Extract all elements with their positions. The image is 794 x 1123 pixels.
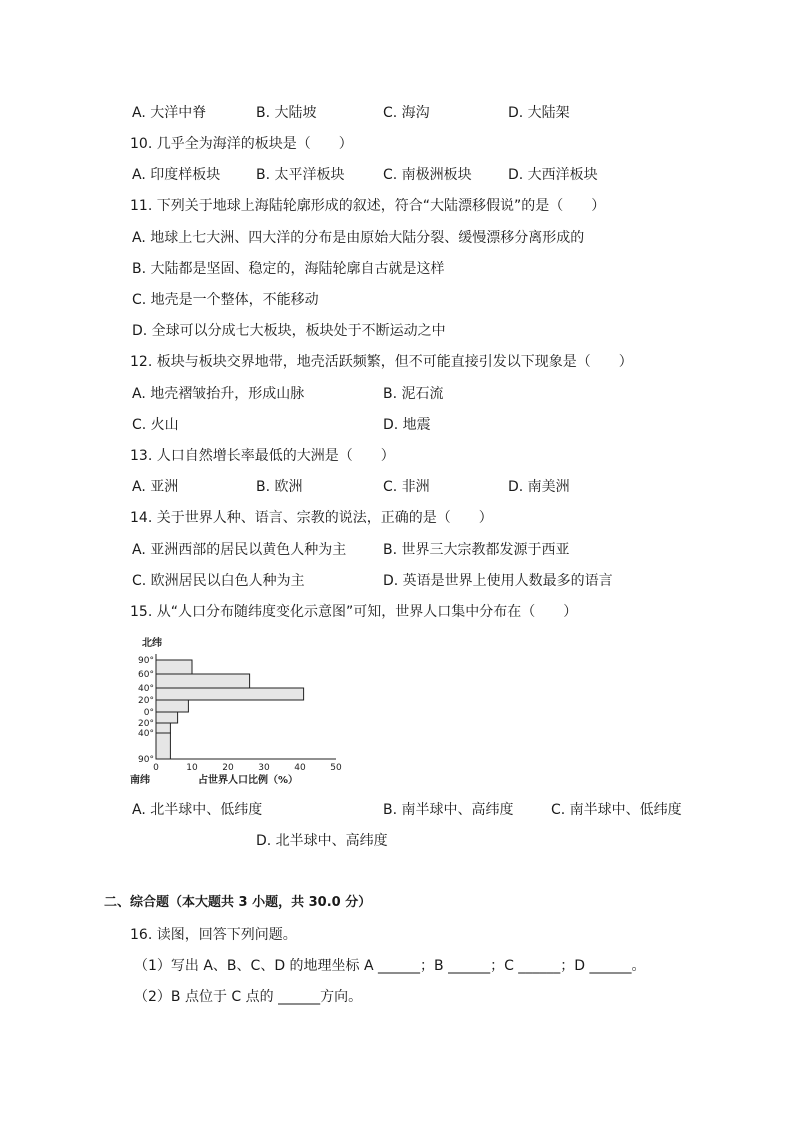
section-2-title: 二、综合题（本大题共 3 小题，共 30.0 分）: [104, 895, 372, 910]
q13-option-b: B. 欧洲: [256, 479, 303, 495]
x-tick-label: 20: [222, 763, 234, 773]
q12-option-a: A. 地壳褶皱抬升，形成山脉: [132, 386, 305, 402]
chart-bar: [156, 712, 178, 723]
q10-option-b: B. 太平洋板块: [256, 167, 345, 183]
q11-option-b: B. 大陆都是坚固、稳定的，海陆轮廓自古就是这样: [132, 261, 445, 277]
q15-option-b: B. 南半球中、高纬度: [383, 802, 514, 818]
q11-option-c: C. 地壳是一个整体，不能移动: [132, 292, 319, 308]
lat-tick-label: 90°: [138, 656, 154, 666]
chart-bottom-label: 南纬: [130, 775, 150, 784]
q12-option-c: C. 火山: [132, 417, 179, 433]
q16-part-2: （2）B 点位于 C 点的 ______方向。: [134, 989, 363, 1005]
q14-option-d: D. 英语是世界上使用人数最多的语言: [383, 573, 613, 589]
q13-stem: 13. 人口自然增长率最低的大洲是（ ）: [130, 448, 395, 464]
q12-option-d: D. 地震: [383, 417, 431, 433]
chart-bar: [156, 674, 250, 688]
q10-stem: 10. 几乎全为海洋的板块是（ ）: [130, 136, 353, 152]
lat-tick-label: 20°: [138, 696, 154, 706]
x-tick-label: 50: [330, 763, 342, 773]
lat-tick-label: 20°: [138, 719, 154, 729]
q15-option-d: D. 北半球中、高纬度: [256, 833, 388, 849]
population-latitude-chart: [128, 632, 348, 784]
q9-option-a: A. 大洋中脊: [132, 105, 207, 121]
q14-option-c: C. 欧洲居民以白色人种为主: [132, 573, 305, 589]
q14-stem: 14. 关于世界人种、语言、宗教的说法，正确的是（ ）: [130, 510, 493, 526]
q11-stem: 11. 下列关于地球上海陆轮廓形成的叙述，符合“大陆漂移假说”的是（ ）: [130, 198, 606, 214]
chart-bar: [156, 700, 188, 712]
lat-tick-label: 40°: [138, 729, 154, 739]
q9-option-d: D. 大陆架: [508, 105, 570, 121]
q15-option-a: A. 北半球中、低纬度: [132, 802, 263, 818]
x-tick-label: 40: [294, 763, 306, 773]
q15-option-c: C. 南半球中、低纬度: [551, 802, 682, 818]
lat-tick-label: 90°: [138, 755, 154, 765]
q11-option-d: D. 全球可以分成七大板块，板块处于不断运动之中: [132, 323, 446, 339]
q14-option-b: B. 世界三大宗教都发源于西亚: [383, 542, 570, 558]
q10-option-a: A. 印度样板块: [132, 167, 221, 183]
x-tick-label: 30: [258, 763, 270, 773]
lat-tick-label: 0°: [143, 708, 154, 718]
chart-bar: [156, 723, 170, 733]
q9-option-b: B. 大陆坡: [256, 105, 317, 121]
chart-bar: [156, 733, 170, 759]
q9-option-c: C. 海沟: [383, 105, 430, 121]
q10-option-d: D. 大西洋板块: [508, 167, 598, 183]
chart-bar: [156, 660, 192, 674]
q10-option-c: C. 南极洲板块: [383, 167, 472, 183]
lat-tick-label: 60°: [138, 670, 154, 680]
lat-tick-label: 40°: [138, 684, 154, 694]
q13-option-a: A. 亚洲: [132, 479, 179, 495]
q16-stem: 16. 读图，回答下列问题。: [130, 927, 297, 943]
q14-option-a: A. 亚洲西部的居民以黄色人种为主: [132, 542, 347, 558]
q15-stem: 15. 从“人口分布随纬度变化示意图”可知，世界人口集中分布在（ ）: [130, 604, 578, 620]
q13-option-c: C. 非洲: [383, 479, 430, 495]
chart-bar: [156, 688, 304, 700]
q12-option-b: B. 泥石流: [383, 386, 444, 402]
q12-stem: 12. 板块与板块交界地带，地壳活跃频繁，但不可能直接引发以下现象是（ ）: [130, 354, 633, 370]
x-tick-label: 10: [186, 763, 198, 773]
chart-x-label: 占世界人口比例（%）: [197, 775, 299, 784]
q13-option-d: D. 南美洲: [508, 479, 570, 495]
x-tick-label: 0: [153, 763, 159, 773]
q16-part-1: （1）写出 A、B、C、D 的地理坐标 A ______；B ______；C ______；D ______。: [134, 958, 646, 974]
chart-top-label: 北纬: [142, 638, 162, 649]
q11-option-a: A. 地球上七大洲、四大洋的分布是由原始大陆分裂、缓慢漂移分离形成的: [132, 230, 585, 246]
